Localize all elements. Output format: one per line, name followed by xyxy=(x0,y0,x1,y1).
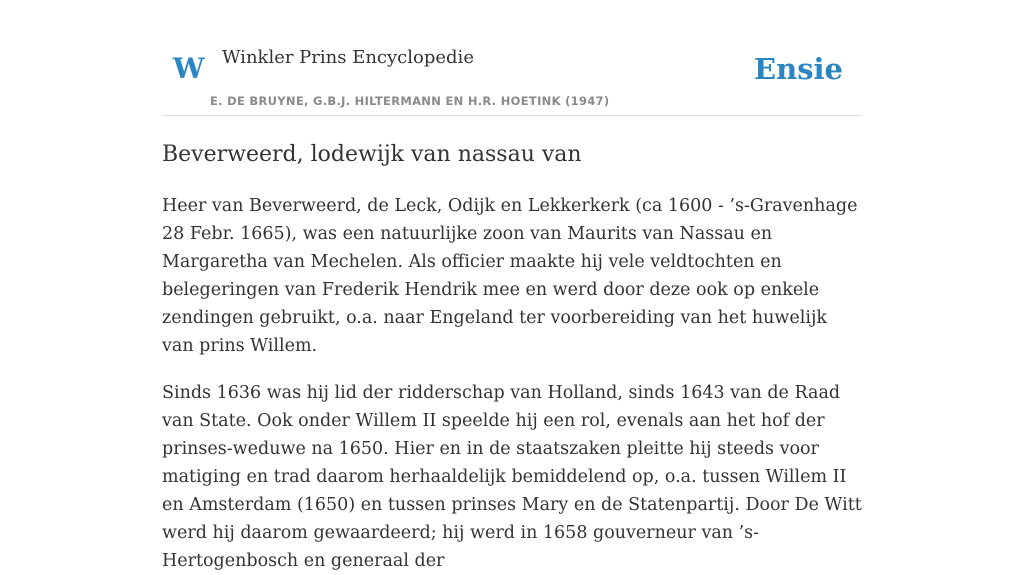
source-authors: E. DE BRUYNE, G.B.J. HILTERMANN EN H.R. HOETINK (1947) xyxy=(210,94,610,108)
article-paragraph: Heer van Beverweerd, de Leck, Odijk en Lekkerkerk (ca 1600 - ’s-Gravenhage 28 Febr. 1665), was een natuurlijke zoon van Maurits van Nassau en Margaretha van Mechelen. Als officier maakte hij vele veldtochten en belegeringen van Frederik Hendrik mee en werd door deze ook op enkele zendingen gebruikt, o.a. naar Engeland ter voorbereiding van het huwelijk van prins Willem. xyxy=(162,196,858,356)
article xyxy=(162,138,862,575)
ensie-logo[interactable]: Ensie xyxy=(754,52,843,86)
source-header xyxy=(162,0,862,116)
source-title[interactable]: Winkler Prins Encyclopedie xyxy=(222,47,474,68)
article-title: Beverweerd, lodewijk van nassau van xyxy=(162,142,582,167)
winkler-prins-logo[interactable]: W xyxy=(173,52,205,85)
article-paragraph: Sinds 1636 was hij lid der ridderschap van Holland, sinds 1643 van de Raad van State. Ook onder Willem II speelde hij een rol, evenals aan het hof der prinses-weduwe na 1650. Hier en in de staatszaken pleitte hij steeds voor matiging en trad daarom herhaaldelijk bemiddelend op, o.a. tussen Willem II en Amsterdam (1650) en tussen prinses Mary en de Statenpartij. Door De Witt werd hij daarom gewaardeerd; hij werd in 1658 gouverneur van ’s-Hertogenbosch en generaal der xyxy=(162,383,862,571)
